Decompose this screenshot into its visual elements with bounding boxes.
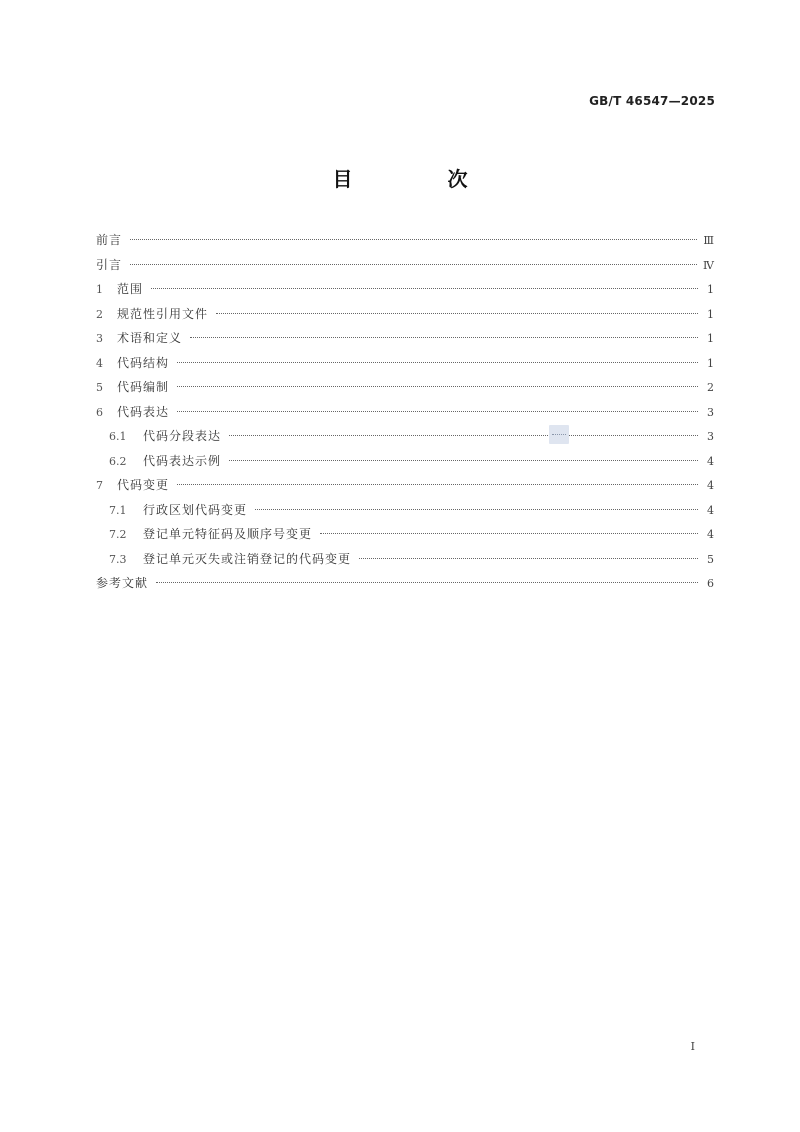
toc-entry-text: 术语和定义 bbox=[117, 331, 183, 345]
toc-entry-page: 6 bbox=[707, 577, 714, 590]
toc-leader-dots bbox=[177, 386, 698, 387]
toc-entry-number: 7.2 bbox=[109, 528, 127, 541]
toc-entry-page: 1 bbox=[707, 356, 714, 370]
toc-entry-page: 4 bbox=[707, 528, 714, 541]
text-highlight-marker bbox=[549, 425, 569, 444]
toc-entry-number: 6.2 bbox=[109, 454, 127, 468]
toc-entry-page: 5 bbox=[707, 552, 714, 566]
toc-entry-6-2[interactable] bbox=[96, 449, 714, 474]
table-of-contents bbox=[96, 228, 714, 596]
toc-entry-text: 代码变更 bbox=[117, 478, 170, 492]
toc-entry-number: 6 bbox=[96, 405, 103, 419]
toc-entry-text: 代码编制 bbox=[117, 380, 170, 394]
toc-entry-text: 代码表达 bbox=[117, 404, 170, 419]
toc-entry-5[interactable] bbox=[96, 375, 714, 400]
toc-leader-dots bbox=[229, 460, 698, 461]
toc-leader-dots bbox=[177, 484, 698, 485]
toc-leader-dots bbox=[156, 582, 698, 583]
toc-entry-page: 1 bbox=[707, 283, 714, 296]
toc-leader-dots bbox=[151, 288, 698, 289]
toc-entry-number: 1 bbox=[96, 283, 103, 296]
toc-leader-dots bbox=[130, 264, 697, 265]
toc-entry-7-3[interactable] bbox=[96, 547, 714, 572]
toc-entry-number: 5 bbox=[96, 381, 103, 394]
toc-entry-page: 4 bbox=[707, 503, 714, 517]
toc-entry-number: 6.1 bbox=[109, 430, 127, 443]
toc-leader-dots bbox=[130, 239, 697, 240]
toc-entry-text: 登记单元特征码及顺序号变更 bbox=[143, 527, 313, 541]
toc-entry-6[interactable] bbox=[96, 400, 714, 425]
toc-leader-dots bbox=[216, 313, 698, 314]
toc-entry-page: 1 bbox=[707, 307, 714, 321]
toc-entry-7-2[interactable] bbox=[96, 522, 714, 547]
toc-entry-1[interactable] bbox=[96, 277, 714, 302]
toc-leader-dots bbox=[177, 411, 698, 412]
toc-entry-text: 代码分段表达 bbox=[143, 429, 222, 443]
toc-leader-dots bbox=[177, 362, 698, 363]
toc-entry-foreword[interactable] bbox=[96, 228, 714, 253]
standard-code: GB/T 46547—2025 bbox=[589, 94, 715, 108]
toc-entry-page: 1 bbox=[707, 332, 714, 345]
toc-entry-page: 3 bbox=[707, 405, 714, 419]
toc-entry-number: 4 bbox=[96, 356, 103, 370]
toc-leader-dots bbox=[320, 533, 698, 534]
toc-entry-number: 2 bbox=[96, 307, 103, 321]
toc-leader-dots bbox=[255, 509, 698, 510]
toc-entry-page: 4 bbox=[707, 454, 714, 468]
toc-entry-7[interactable] bbox=[96, 473, 714, 498]
toc-entry-text: 前言 bbox=[96, 233, 123, 247]
toc-entry-number: 7.1 bbox=[109, 503, 127, 517]
toc-entry-number: 3 bbox=[96, 332, 103, 345]
toc-entry-page: 2 bbox=[707, 381, 714, 394]
toc-leader-dots bbox=[190, 337, 698, 338]
toc-entry-number: 7.3 bbox=[109, 552, 127, 566]
toc-entry-4[interactable] bbox=[96, 351, 714, 376]
toc-entry-number: 7 bbox=[96, 479, 103, 492]
toc-entry-2[interactable] bbox=[96, 302, 714, 327]
toc-leader-dots bbox=[229, 435, 698, 436]
toc-entry-text: 参考文献 bbox=[96, 576, 149, 590]
toc-entry-text: 范围 bbox=[117, 282, 144, 296]
toc-entry-text: 规范性引用文件 bbox=[117, 306, 209, 321]
toc-entry-6-1[interactable] bbox=[96, 424, 714, 449]
toc-entry-text: 行政区划代码变更 bbox=[143, 502, 248, 517]
toc-entry-bibliography[interactable] bbox=[96, 571, 714, 596]
toc-entry-3[interactable] bbox=[96, 326, 714, 351]
toc-entry-text: 引言 bbox=[96, 257, 123, 272]
toc-entry-page: 3 bbox=[707, 430, 714, 443]
toc-leader-dots bbox=[359, 558, 698, 559]
marker-dots bbox=[552, 434, 566, 435]
toc-entry-text: 代码结构 bbox=[117, 355, 170, 370]
toc-entry-page: Ⅲ bbox=[703, 234, 714, 247]
page-title: 目 次 bbox=[332, 167, 512, 191]
toc-entry-page: 4 bbox=[707, 479, 714, 492]
toc-entry-text: 登记单元灭失或注销登记的代码变更 bbox=[143, 551, 352, 566]
toc-entry-page: Ⅳ bbox=[703, 258, 714, 272]
toc-entry-7-1[interactable] bbox=[96, 498, 714, 523]
page-number: I bbox=[690, 1040, 695, 1053]
toc-entry-text: 代码表达示例 bbox=[143, 453, 222, 468]
toc-entry-introduction[interactable] bbox=[96, 253, 714, 278]
